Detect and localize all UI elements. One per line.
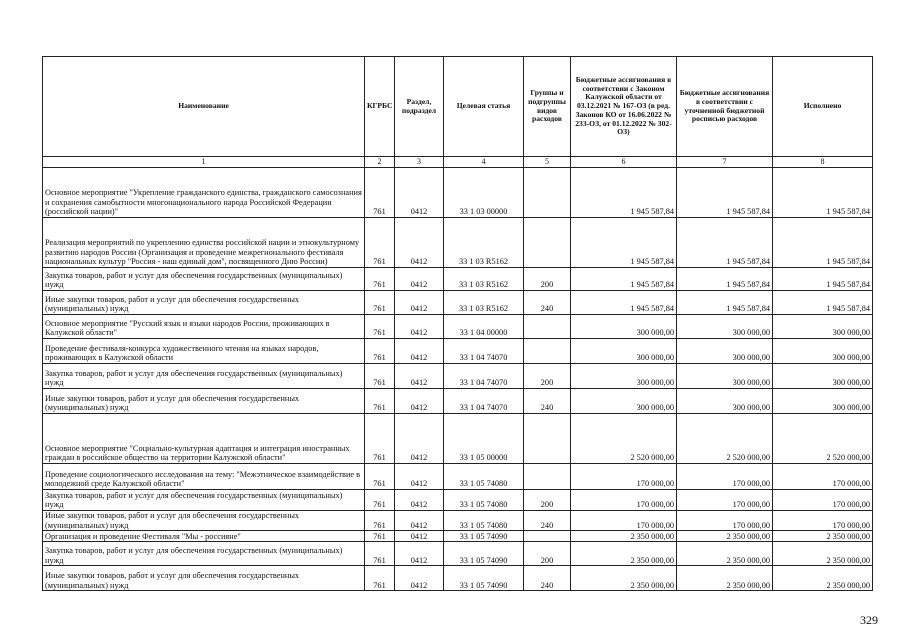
table-row bbox=[43, 364, 873, 389]
table-row bbox=[43, 511, 873, 531]
row-refined-amount: 1 945 587,84 bbox=[677, 268, 773, 291]
row-kgrbs: 761 bbox=[365, 339, 395, 364]
row-law-amount: 1 945 587,84 bbox=[571, 218, 677, 268]
row-executed-amount: 2 350 000,00 bbox=[773, 566, 873, 591]
row-refined-amount: 170 000,00 bbox=[677, 511, 773, 531]
row-group: 200 bbox=[524, 542, 571, 566]
row-target: 33 1 03 R5162 bbox=[444, 218, 524, 268]
row-law-amount: 1 945 587,84 bbox=[571, 168, 677, 218]
row-law-amount: 300 000,00 bbox=[571, 315, 677, 339]
row-executed-amount: 2 350 000,00 bbox=[773, 531, 873, 542]
table-row bbox=[43, 315, 873, 339]
col-header-kgrbs: КГРБС bbox=[365, 57, 395, 157]
table-row bbox=[43, 168, 873, 218]
row-group: 240 bbox=[524, 389, 571, 414]
row-name: Основное мероприятие "Русский язык и языки народов России, проживающих в Калужской области" bbox=[43, 315, 365, 339]
row-executed-amount: 300 000,00 bbox=[773, 339, 873, 364]
page-number: 329 bbox=[860, 613, 878, 627]
row-executed-amount: 1 945 587,84 bbox=[773, 168, 873, 218]
row-law-amount: 300 000,00 bbox=[571, 389, 677, 414]
row-group: 240 bbox=[524, 511, 571, 531]
table-row bbox=[43, 414, 873, 464]
row-refined-amount: 1 945 587,84 bbox=[677, 168, 773, 218]
table-row bbox=[43, 490, 873, 511]
row-name: Иные закупки товаров, работ и услуг для обеспечения государственных (муниципальных) нужд bbox=[43, 389, 365, 414]
table-row bbox=[43, 566, 873, 591]
row-kgrbs: 761 bbox=[365, 315, 395, 339]
table-row bbox=[43, 339, 873, 364]
row-refined-amount: 1 945 587,84 bbox=[677, 291, 773, 315]
col-header-target: Целевая статья bbox=[444, 57, 524, 157]
column-number-row bbox=[43, 157, 873, 168]
row-group bbox=[524, 414, 571, 464]
column-number: 3 bbox=[395, 157, 444, 168]
row-group: 240 bbox=[524, 291, 571, 315]
row-law-amount: 2 350 000,00 bbox=[571, 531, 677, 542]
row-name: Реализация мероприятий по укреплению единства российской нации и этнокультурному развитию народов России (Организация и проведение межрегионального фестиваля национальных культур "Россия - наш единый дом", посвященного Дню России) bbox=[43, 218, 365, 268]
row-target: 33 1 03 R5162 bbox=[444, 268, 524, 291]
row-group bbox=[524, 315, 571, 339]
row-refined-amount: 300 000,00 bbox=[677, 339, 773, 364]
row-executed-amount: 170 000,00 bbox=[773, 464, 873, 490]
row-target: 33 1 05 74080 bbox=[444, 490, 524, 511]
table-row bbox=[43, 531, 873, 542]
row-law-amount: 1 945 587,84 bbox=[571, 291, 677, 315]
row-name: Иные закупки товаров, работ и услуг для обеспечения государственных (муниципальных) нужд bbox=[43, 511, 365, 531]
row-law-amount: 300 000,00 bbox=[571, 339, 677, 364]
row-executed-amount: 2 520 000,00 bbox=[773, 414, 873, 464]
row-kgrbs: 761 bbox=[365, 414, 395, 464]
row-refined-amount: 2 350 000,00 bbox=[677, 566, 773, 591]
row-name: Организация и проведение Фестиваля "Мы - россияне" bbox=[43, 531, 365, 542]
row-name: Иные закупки товаров, работ и услуг для обеспечения государственных (муниципальных) нужд bbox=[43, 291, 365, 315]
row-name: Закупка товаров, работ и услуг для обеспечения государственных (муниципальных) нужд bbox=[43, 542, 365, 566]
row-executed-amount: 1 945 587,84 bbox=[773, 291, 873, 315]
row-group: 200 bbox=[524, 490, 571, 511]
table-row bbox=[43, 291, 873, 315]
budget-table bbox=[42, 56, 873, 591]
row-law-amount: 170 000,00 bbox=[571, 511, 677, 531]
col-header-executed: Исполнено bbox=[773, 57, 873, 157]
row-executed-amount: 1 945 587,84 bbox=[773, 218, 873, 268]
table-row bbox=[43, 542, 873, 566]
row-group: 200 bbox=[524, 268, 571, 291]
row-name: Закупка товаров, работ и услуг для обеспечения государственных (муниципальных) нужд bbox=[43, 364, 365, 389]
column-number: 6 bbox=[571, 157, 677, 168]
row-target: 33 1 04 74070 bbox=[444, 339, 524, 364]
row-target: 33 1 04 74070 bbox=[444, 389, 524, 414]
row-group bbox=[524, 168, 571, 218]
row-group bbox=[524, 339, 571, 364]
row-target: 33 1 03 R5162 bbox=[444, 291, 524, 315]
row-kgrbs: 761 bbox=[365, 566, 395, 591]
col-header-section: Раздел, подраздел bbox=[395, 57, 444, 157]
column-number: 5 bbox=[524, 157, 571, 168]
row-section: 0412 bbox=[395, 168, 444, 218]
row-name: Закупка товаров, работ и услуг для обеспечения государственных (муниципальных) нужд bbox=[43, 490, 365, 511]
row-refined-amount: 2 350 000,00 bbox=[677, 542, 773, 566]
row-kgrbs: 761 bbox=[365, 168, 395, 218]
table-row bbox=[43, 218, 873, 268]
table-row bbox=[43, 389, 873, 414]
row-refined-amount: 1 945 587,84 bbox=[677, 218, 773, 268]
row-kgrbs: 761 bbox=[365, 218, 395, 268]
row-section: 0412 bbox=[395, 542, 444, 566]
row-law-amount: 170 000,00 bbox=[571, 490, 677, 511]
row-section: 0412 bbox=[395, 364, 444, 389]
column-number: 2 bbox=[365, 157, 395, 168]
row-target: 33 1 05 74090 bbox=[444, 542, 524, 566]
row-target: 33 1 05 00000 bbox=[444, 414, 524, 464]
row-section: 0412 bbox=[395, 339, 444, 364]
row-refined-amount: 170 000,00 bbox=[677, 464, 773, 490]
row-name: Проведение фестиваля-конкурса художественного чтения на языках народов, проживающих в Калужской области bbox=[43, 339, 365, 364]
column-number: 4 bbox=[444, 157, 524, 168]
row-kgrbs: 761 bbox=[365, 364, 395, 389]
row-law-amount: 2 520 000,00 bbox=[571, 414, 677, 464]
row-section: 0412 bbox=[395, 490, 444, 511]
row-section: 0412 bbox=[395, 389, 444, 414]
row-name: Основное мероприятие "Социально-культурная адаптация и интеграция иностранных граждан в российское общество на территории Калужской области" bbox=[43, 414, 365, 464]
row-law-amount: 170 000,00 bbox=[571, 464, 677, 490]
row-law-amount: 300 000,00 bbox=[571, 364, 677, 389]
row-group bbox=[524, 531, 571, 542]
row-refined-amount: 300 000,00 bbox=[677, 364, 773, 389]
row-section: 0412 bbox=[395, 531, 444, 542]
table-row bbox=[43, 268, 873, 291]
row-group: 200 bbox=[524, 364, 571, 389]
row-executed-amount: 300 000,00 bbox=[773, 364, 873, 389]
column-number: 8 bbox=[773, 157, 873, 168]
row-section: 0412 bbox=[395, 511, 444, 531]
row-section: 0412 bbox=[395, 315, 444, 339]
row-name: Закупка товаров, работ и услуг для обеспечения государственных (муниципальных) нужд bbox=[43, 268, 365, 291]
row-law-amount: 2 350 000,00 bbox=[571, 542, 677, 566]
row-section: 0412 bbox=[395, 414, 444, 464]
col-header-refined: Бюджетные ассигнования в соответствии с уточненной бюджетной росписью расходов bbox=[677, 57, 773, 157]
row-name: Основное мероприятие "Укрепление гражданского единства, гражданского самосознания и сохранения самобытности многонационального народа Российской Федерации (российской нации)" bbox=[43, 168, 365, 218]
row-refined-amount: 2 350 000,00 bbox=[677, 531, 773, 542]
row-refined-amount: 2 520 000,00 bbox=[677, 414, 773, 464]
col-header-law: Бюджетные ассигнования в соответствии с Законом Калужской области от 03.12.2021 № 167-ОЗ (в ред. Законов КО от 16.06.2022 № 233-ОЗ, от 01.12.2022 № 302-ОЗ) bbox=[571, 57, 677, 157]
row-refined-amount: 170 000,00 bbox=[677, 490, 773, 511]
row-law-amount: 2 350 000,00 bbox=[571, 566, 677, 591]
row-executed-amount: 170 000,00 bbox=[773, 511, 873, 531]
row-group bbox=[524, 218, 571, 268]
row-executed-amount: 170 000,00 bbox=[773, 490, 873, 511]
row-executed-amount: 1 945 587,84 bbox=[773, 268, 873, 291]
row-section: 0412 bbox=[395, 268, 444, 291]
row-target: 33 1 03 00000 bbox=[444, 168, 524, 218]
row-executed-amount: 2 350 000,00 bbox=[773, 542, 873, 566]
row-executed-amount: 300 000,00 bbox=[773, 315, 873, 339]
row-section: 0412 bbox=[395, 218, 444, 268]
row-section: 0412 bbox=[395, 291, 444, 315]
row-target: 33 1 05 74080 bbox=[444, 511, 524, 531]
column-number: 1 bbox=[43, 157, 365, 168]
row-kgrbs: 761 bbox=[365, 268, 395, 291]
row-law-amount: 1 945 587,84 bbox=[571, 268, 677, 291]
row-executed-amount: 300 000,00 bbox=[773, 389, 873, 414]
row-kgrbs: 761 bbox=[365, 490, 395, 511]
column-number: 7 bbox=[677, 157, 773, 168]
row-target: 33 1 05 74080 bbox=[444, 464, 524, 490]
row-kgrbs: 761 bbox=[365, 511, 395, 531]
row-name: Проведение социологического исследования на тему: "Межэтническое взаимодействие в молодежной среде Калужской области" bbox=[43, 464, 365, 490]
row-kgrbs: 761 bbox=[365, 542, 395, 566]
row-refined-amount: 300 000,00 bbox=[677, 315, 773, 339]
row-target: 33 1 04 00000 bbox=[444, 315, 524, 339]
row-target: 33 1 04 74070 bbox=[444, 364, 524, 389]
row-kgrbs: 761 bbox=[365, 291, 395, 315]
table-row bbox=[43, 464, 873, 490]
row-section: 0412 bbox=[395, 566, 444, 591]
row-name: Иные закупки товаров, работ и услуг для обеспечения государственных (муниципальных) нужд bbox=[43, 566, 365, 591]
col-header-name: Наименование bbox=[43, 57, 365, 157]
row-section: 0412 bbox=[395, 464, 444, 490]
row-group bbox=[524, 464, 571, 490]
row-kgrbs: 761 bbox=[365, 389, 395, 414]
col-header-groups: Группы и подгруппы видов расходов bbox=[524, 57, 571, 157]
row-kgrbs: 761 bbox=[365, 464, 395, 490]
row-target: 33 1 05 74090 bbox=[444, 566, 524, 591]
row-kgrbs: 761 bbox=[365, 531, 395, 542]
row-refined-amount: 300 000,00 bbox=[677, 389, 773, 414]
row-group: 240 bbox=[524, 566, 571, 591]
row-target: 33 1 05 74090 bbox=[444, 531, 524, 542]
